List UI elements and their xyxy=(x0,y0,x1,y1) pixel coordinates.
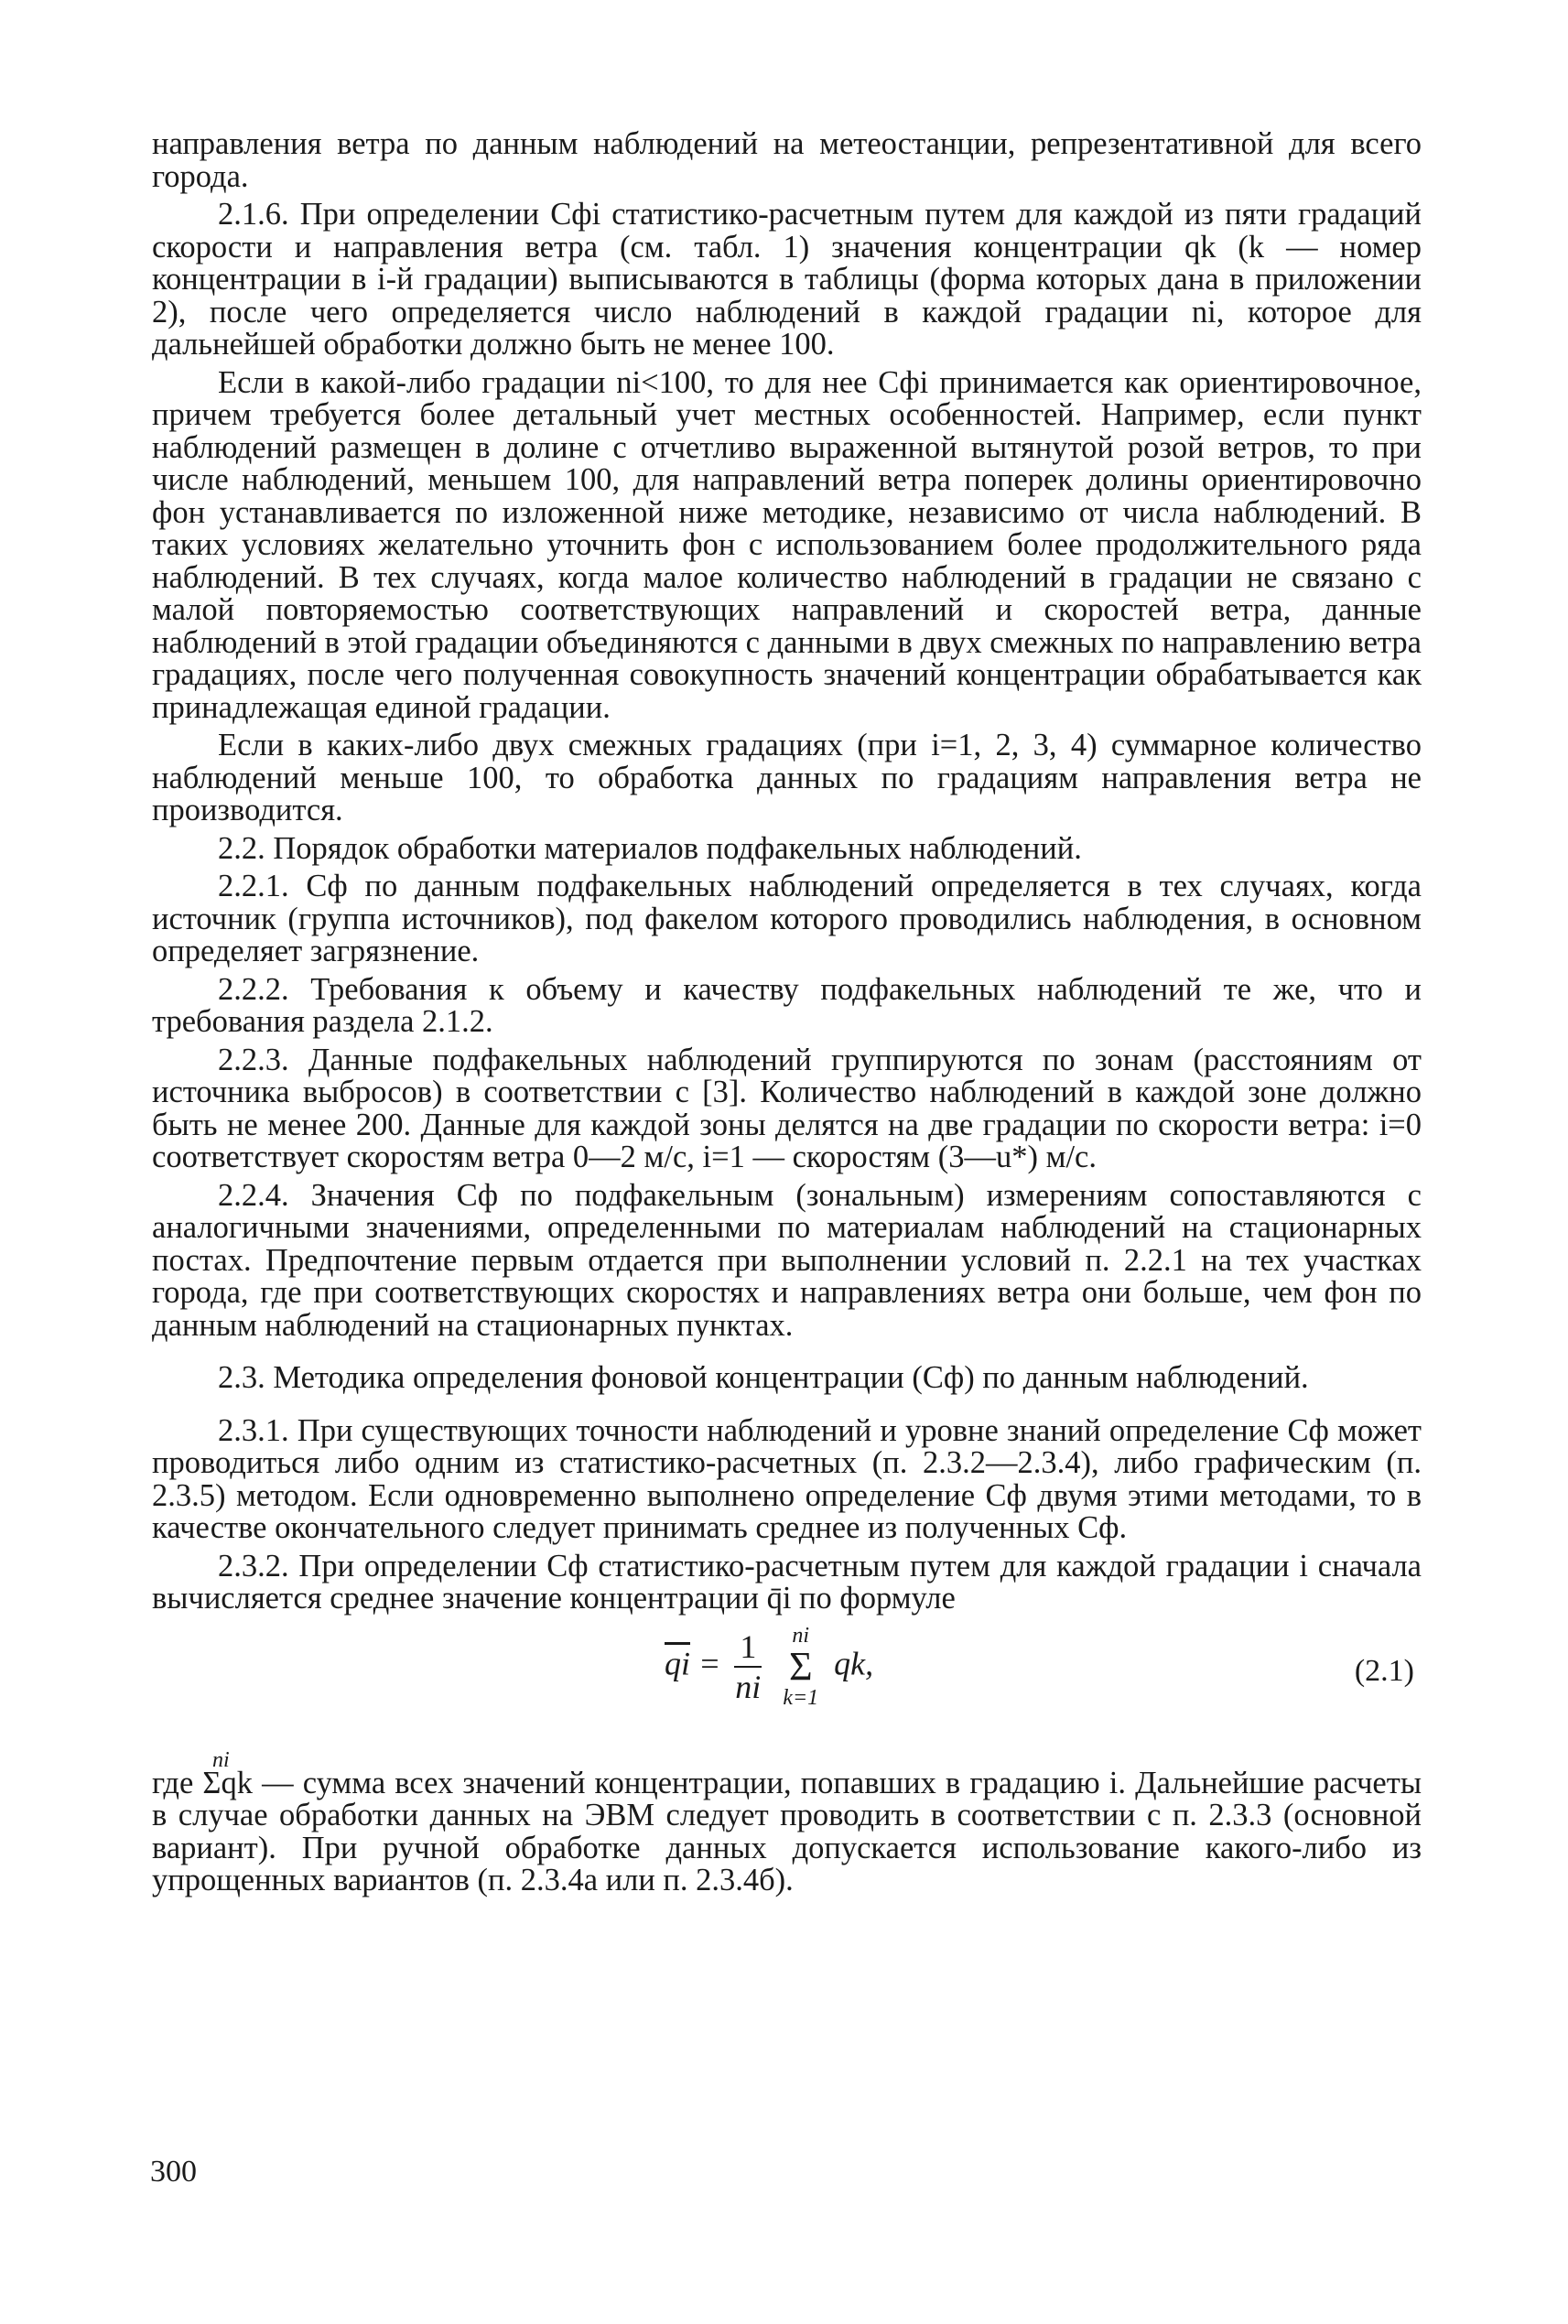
paragraph-2-2-2: 2.2.2. Требования к объему и качеству подфакельных наблюдений те же, что и требования раздела 2.1.2. xyxy=(152,971,1422,1039)
paragraph-2-2-4: 2.2.4. Значения Cф по подфакельным (зональным) измерениям сопоставляются с аналогичными значениями, определенными по материалам наблюдений на стационарных постах. Предпочтение первым отдается при выполнении условий п. 2.2.1 на тех участках города, где при соответствующих скоростях и направлениях ветра они больше, чем фон по данным наблюдений на стационарных пунктах. xyxy=(152,1177,1422,1343)
heading-2-3: 2.3. Методика определения фоновой концентрации (Cф) по данным наблюдений. xyxy=(218,1360,1309,1395)
formula-sum-lower: k=1 xyxy=(783,1685,819,1710)
formula-fraction-top: 1 xyxy=(734,1627,762,1668)
where-sum-upper-limit: ni xyxy=(212,1747,230,1772)
paragraph-2-1-6: 2.1.6. При определении Cфi статистико-расчетным путем для каждой из пяти градаций скорости и направления ветра (см. табл. 1) значения концентрации qk (k — номер концентрации в i-й градации) выписываются в таблицы (форма которых дана в приложении 2), после чего определяется число наблюдений в каждой градации ni, которое для дальнейшей обработки должно быть не менее 100. xyxy=(152,197,1422,362)
formula-number: (2.1) xyxy=(1354,1653,1414,1688)
formula-sum xyxy=(783,1625,818,1709)
paragraph-gradation-less-100: Если в какой-либо градации ni<100, то для нее Cфi принимается как ориентировочное, причем требуется более детальный учет местных особенностей. Например, если пункт наблюдений размещен в долине с отчетливо выраженной вытянутой розой ветров, то при числе наблюдений, меньшем 100, для направлений ветра поперек долины ориентировочно фон устанавливается по изложенной ниже методике, независимо от числа наблюдений. В таких условиях желательно уточнить фон с использованием более продолжительного ряда наблюдений. В тех случаях, когда малое количество наблюдений в градации не связано с малой повторяемостью соответствующих направлений и скоростей ветра, данные наблюдений в этой градации объединяются с данными в двух смежных по направлению ветра градациях, после чего полученная совокупность значений концентрации обрабатывается как принадлежащая единой градации. xyxy=(152,364,1422,725)
page-number: 300 xyxy=(150,2155,197,2189)
paragraph-continuation: направления ветра по данным наблюдений на метеостанции, репрезентативной для всего города. xyxy=(152,126,1422,194)
paragraph-2-3-2: 2.3.2. При определении Cф статистико-расчетным путем для каждой градации i сначала вычисляется среднее значение концентрации q̄i по формуле xyxy=(152,1548,1422,1616)
paragraph-2-2-3: 2.2.3. Данные подфакельных наблюдений группируются по зонам (расстояниям от источника выбросов) в соответствии с [3]. Количество наблюдений в каждой зоне должно быть не менее 200. Данные для каждой зоны делятся на две градации по скорости ветра: i=0 соответствует скоростям ветра 0—2 м/с, i=1 — скоростям (3—u*) м/с. xyxy=(152,1042,1422,1174)
heading-2-2: 2.2. Порядок обработки материалов подфакельных наблюдений. xyxy=(218,830,1082,866)
formula-expression xyxy=(665,1625,873,1709)
formula-fraction xyxy=(734,1627,762,1706)
paragraph-where: где Σqk — сумма всех значений концентрации, попавших в градацию i. Дальнейшие расчеты в случае обработки данных на ЭВМ следует проводить в соответствии с п. 2.3.3 (основной вариант). При ручной обработке данных допускается использование какого-либо из упрощенных вариантов (п. 2.3.4а или п. 2.3.4б). xyxy=(152,1765,1422,1897)
formula-sum-upper: ni xyxy=(792,1623,810,1648)
formula-fraction-bottom: ni xyxy=(735,1668,762,1705)
paragraph-2-3-1: 2.3.1. При существующих точности наблюдений и уровне знаний определение Cф может проводиться либо одним из статистико-расчетных (п. 2.3.2—2.3.4), либо графическим (п. 2.3.5) методом. Если одновременно выполнено определение Cф двумя этими методами, то в качестве окончательного следует принимать среднее из полученных Cф. xyxy=(152,1412,1422,1545)
formula-sum-sign: Σ xyxy=(788,1643,813,1689)
paragraph-2-2-1: 2.2.1. Cф по данным подфакельных наблюдений определяется в тех случаях, когда источник (группа источников), под факелом которого проводились наблюдения, в основном определяет загрязнение. xyxy=(152,869,1422,968)
formula-2-1 xyxy=(152,1625,1422,1744)
formula-lhs: $\overline{qi}$ xyxy=(665,1644,691,1681)
formula-term: qk, xyxy=(834,1644,874,1681)
paragraph-adjacent-gradations: Если в каких-либо двух смежных градациях (при i=1, 2, 3, 4) суммарное количество наблюдений меньше 100, то обработка данных по градациям направления ветра не производится. xyxy=(152,728,1422,827)
formula-equals: = xyxy=(698,1644,721,1681)
